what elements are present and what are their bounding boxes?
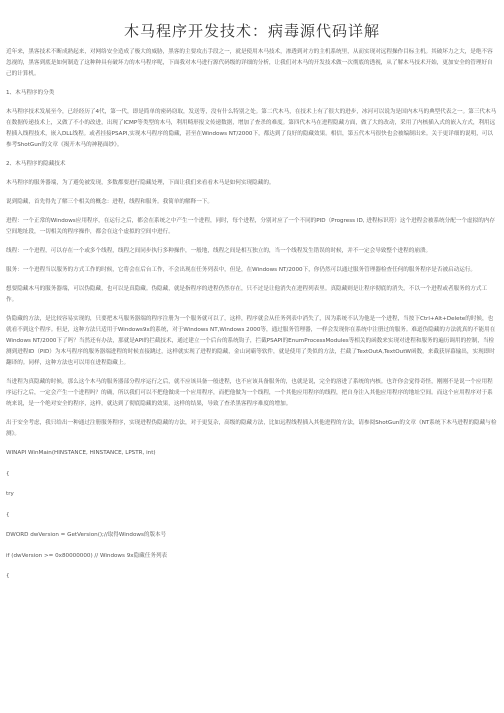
paragraph-concepts: 说到隐藏，首先得先了解三个相关的概念：进程，线程和服务。我简单的解释一下。 bbox=[6, 199, 213, 205]
paragraph-process: 进程：一个正常的Windows应用程序，在运行之后，都会在系统之中产生一个进程，同时，每个进程，分别对应了一个不同的PID（Progress ID, 进程标识符）这个进程会被系统分配一个虚拟的内存空间地址段，一切相关的程序操作，都会在这个虚拟的空间中进行。 bbox=[6, 218, 495, 235]
code-line: DWORD dwVersion = GetVersion();//取得Windows的版本号 bbox=[6, 532, 167, 538]
code-line: { bbox=[6, 511, 10, 518]
paragraph-service: 服务：一个进程当以服务的方式工作的时候，它将会在后台工作，不会出现在任务列表中，但是，在Windows NT/2000下，你仍然可以通过服务管理器检查任何的服务程序是否被启动运行。 bbox=[6, 267, 477, 273]
section-heading-1: 1、木马程序的分类 bbox=[6, 90, 55, 96]
paragraph-pseudo-hiding: 伪隐藏的方法，是比较容易实现的，只要把木马服务器端的程序注册为一个服务就可以了，这样，程序就会从任务列表中消失了，因为系统不认为他是一个进程，当按下Ctrl+Alt+Delete的时候，也就看不到这个程序。但是，这种方法只适用于Windows9x的系统，对于Windows NT,Windows 2000等，通过服务管理器，一样会发现你在系统中注册过的服务。难道伪隐藏的方法就真的不能用在Windows NT/2000下了吗？当然还有办法，那就是API的拦截技术，通过建立一个后台的系统钩子，拦截PSAPI的EnumProcessModules等相关的函数来实现对进程和服务的遍历调用的控制，当检测到进程ID（PID）为木马程序的服务器端进程的时候直接跳过，这样就实现了进程的隐藏，金山词霸等软件，就是使用了类似的方法，拦截了TextOutA,TextOutW函数，来截获屏幕输出，实现即时翻译的。同样，这种方法也可以用在进程隐藏上。 bbox=[6, 316, 496, 366]
article-title: 木马程序开发技术：病毒源代码详解 bbox=[123, 22, 380, 40]
code-line: try bbox=[6, 491, 14, 497]
article-body bbox=[6, 47, 498, 582]
code-line: WINAPI WinMain(HINSTANCE, HINSTANCE, LPSTR, int) bbox=[6, 450, 156, 456]
paragraph-intro: 近年来，黑客技术不断成熟起来，对网络安全造成了极大的威胁，黑客的主要攻击手段之一，就是使用木马技术，渗透到对方的主机系统里，从而实现对远程操作目标主机。其破坏力之大，是绝不容忽视的，黑客到底是如何制造了这种种具有破坏力的木马程序呢，下面我对木马进行源代码级的详细的分析，让我们对木马的开发技术做一次彻底的透视，从了解木马技术开始，更加安全的管理好自己的计算机。 bbox=[6, 49, 493, 77]
paragraph-hiding-intro: 木马程序的服务器端，为了避免被发现，多数都要进行隐藏处理，下面让我们来看看木马是如何实现隐藏的。 bbox=[6, 180, 275, 186]
section-heading-2: 2、木马程序的隐藏技术 bbox=[6, 161, 66, 167]
code-line: if (dwVersion >= 0x80000000) // Windows 9x隐藏任务列表 bbox=[6, 552, 168, 559]
paragraph-trojan-generations: 木马程序技术发展至今，已经经历了4代，第一代，即是简单的密码窃取，发送等，没有什么特别之处。第二代木马，在技术上有了很大的进步，冰河可以说为是国内木马的典型代表之一。第三代木马在数据传递技术上，又做了不小的改进，出现了ICMP等类型的木马，利用畸形报文传递数据，增加了查杀的难度。第四代木马在进程隐藏方面，做了大的改动，采用了内核插入式的嵌入方式，利用远程插入线程技术，嵌入DLL线程。或者挂接PSAPI,实现木马程序的隐藏，甚至在Windows NT/2000下，都达到了良好的隐藏效果。相信，第五代木马很快也会被编制出来。关于更详细的说明，可以参考ShotGun的文章《揭开木马的神秘面纱》。 bbox=[6, 109, 497, 148]
code-line: { bbox=[6, 470, 10, 477]
paragraph-true-hiding: 当进程为真隐藏的时候，那么这个木马的服务器部分程序运行之后，就不应该具备一般进程，也不应该具备服务的，也就是说，完全的溶进了系统的内核。也许你会觉得奇怪，刚刚不是说一个应用程序运行之后，一定会产生一个进程吗？的确，所以我们可以不把他做成一个应用程序，而把他做为一个线程，一个其他应用程序的线程，把自身注入其他应用程序的地址空间。而这个应用程序对于系统来说，是一个绝对安全的程序，这样，就达到了彻底隐藏的效果，这样的结果，导致了查杀黑客程序难度的增加。 bbox=[6, 379, 493, 407]
paragraph-thread: 线程：一个进程，可以存在一个或多个线程，线程之间同步执行多种操作，一般地，线程之间是相互独立的，当一个线程发生错误的时候，并不一定会导致整个进程的崩溃。 bbox=[6, 248, 432, 254]
code-line: { bbox=[6, 573, 10, 579]
paragraph-hiding-types: 想要隐藏木马的服务器端，可以伪隐藏，也可以是真隐藏。伪隐藏，就是指程序的进程仍然存在，只不过是让他消失在进程列表里。真隐藏则是让程序彻底的消失，不以一个进程或者服务的方式工作。 bbox=[6, 286, 488, 303]
paragraph-example-intro: 出于安全考虑，我只给出一种通过注册服务程序，实现进程伪隐藏的方法，对于更复杂，高级的隐藏方法，比如远程线程插入其他进程的方法，请参阅ShotGun的文章《NT系统下木马进程的隐藏与检测》。 bbox=[6, 420, 497, 437]
